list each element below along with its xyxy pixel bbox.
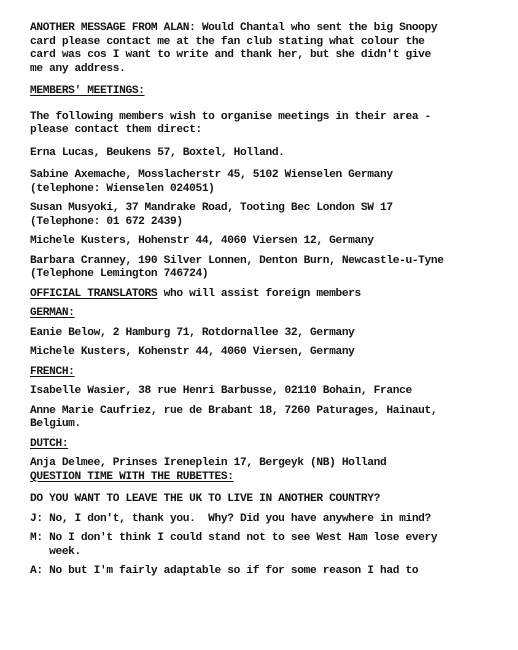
text-line: card please contact me at the fan club stating what colour the [30, 35, 425, 48]
address-line: Barbara Cranney, 190 Silver Lonnen, Denton Burn, Newcastle-u-Tyne [30, 254, 444, 267]
section-heading: GERMAN: [30, 307, 75, 319]
text-line: who will assist foreign members [157, 287, 361, 300]
text-line: me any address. [30, 62, 126, 75]
address-line: Erna Lucas, Beukens 57, Boxtel, Holland. [30, 146, 285, 159]
address-line: Sabine Axemache, Mosslacherstr 45, 5102 Wienselen Germany [30, 169, 393, 181]
address-line: Isabelle Wasier, 38 rue Henri Barbusse, 02110 Bohain, France [30, 385, 412, 397]
answer-line: A: No but I'm fairly adaptable so if for some reason I had to [30, 565, 419, 577]
address-line: Anne Marie Caufriez, rue de Brabant 18, 7260 Paturages, Hainaut, [30, 404, 438, 417]
address-line: Michele Kusters, Kohenstr 44, 4060 Viersen, Germany [30, 346, 355, 358]
text-line: The following members wish to organise meetings in their area - [30, 110, 431, 123]
section-heading: OFFICIAL TRANSLATORS [30, 287, 158, 300]
section-heading: MEMBERS' MEETINGS: [30, 85, 145, 97]
address-line: (Telephone: 01 672 2439) [30, 215, 183, 228]
address-line: (Telephone Lemington 746724) [30, 268, 209, 280]
translators-line [30, 288, 500, 302]
section-heading: DUTCH: [30, 437, 69, 450]
text-line: ANOTHER MESSAGE FROM ALAN: Would Chantal who sent the big Snoopy [30, 22, 438, 34]
text-line: card was cos I want to write and thank her, but she didn't give [30, 49, 431, 61]
address-line: Belgium. [30, 418, 81, 430]
answer-line: J: No, I don't, thank you. Why? Did you have anywhere in mind? [30, 512, 431, 525]
address-line: Anja Delmee, Prinses Ireneplein 17, Bergeyk (NB) Holland [30, 457, 387, 469]
question-line: DO YOU WANT TO LEAVE THE UK TO LIVE IN ANOTHER COUNTRY? [30, 493, 380, 505]
answer-line: M: No I don't think I could stand not to see West Ham lose every [30, 532, 438, 544]
address-line: Eanie Below, 2 Hamburg 71, Rotdornallee 32, Germany [30, 326, 355, 339]
section-heading: FRENCH: [30, 365, 75, 378]
section-heading: QUESTION TIME WITH THE RUBETTES: [30, 470, 234, 483]
text-line: please contact them direct: [30, 124, 202, 136]
address-line: (telephone: Wienselen 024051) [30, 182, 215, 195]
answer-line: week. [30, 545, 81, 558]
document-page [30, 22, 500, 579]
address-line: Michele Kusters, Hohenstr 44, 4060 Viersen 12, Germany [30, 235, 374, 247]
address-line: Susan Musyoki, 37 Mandrake Road, Tooting Bec London SW 17 [30, 202, 393, 214]
